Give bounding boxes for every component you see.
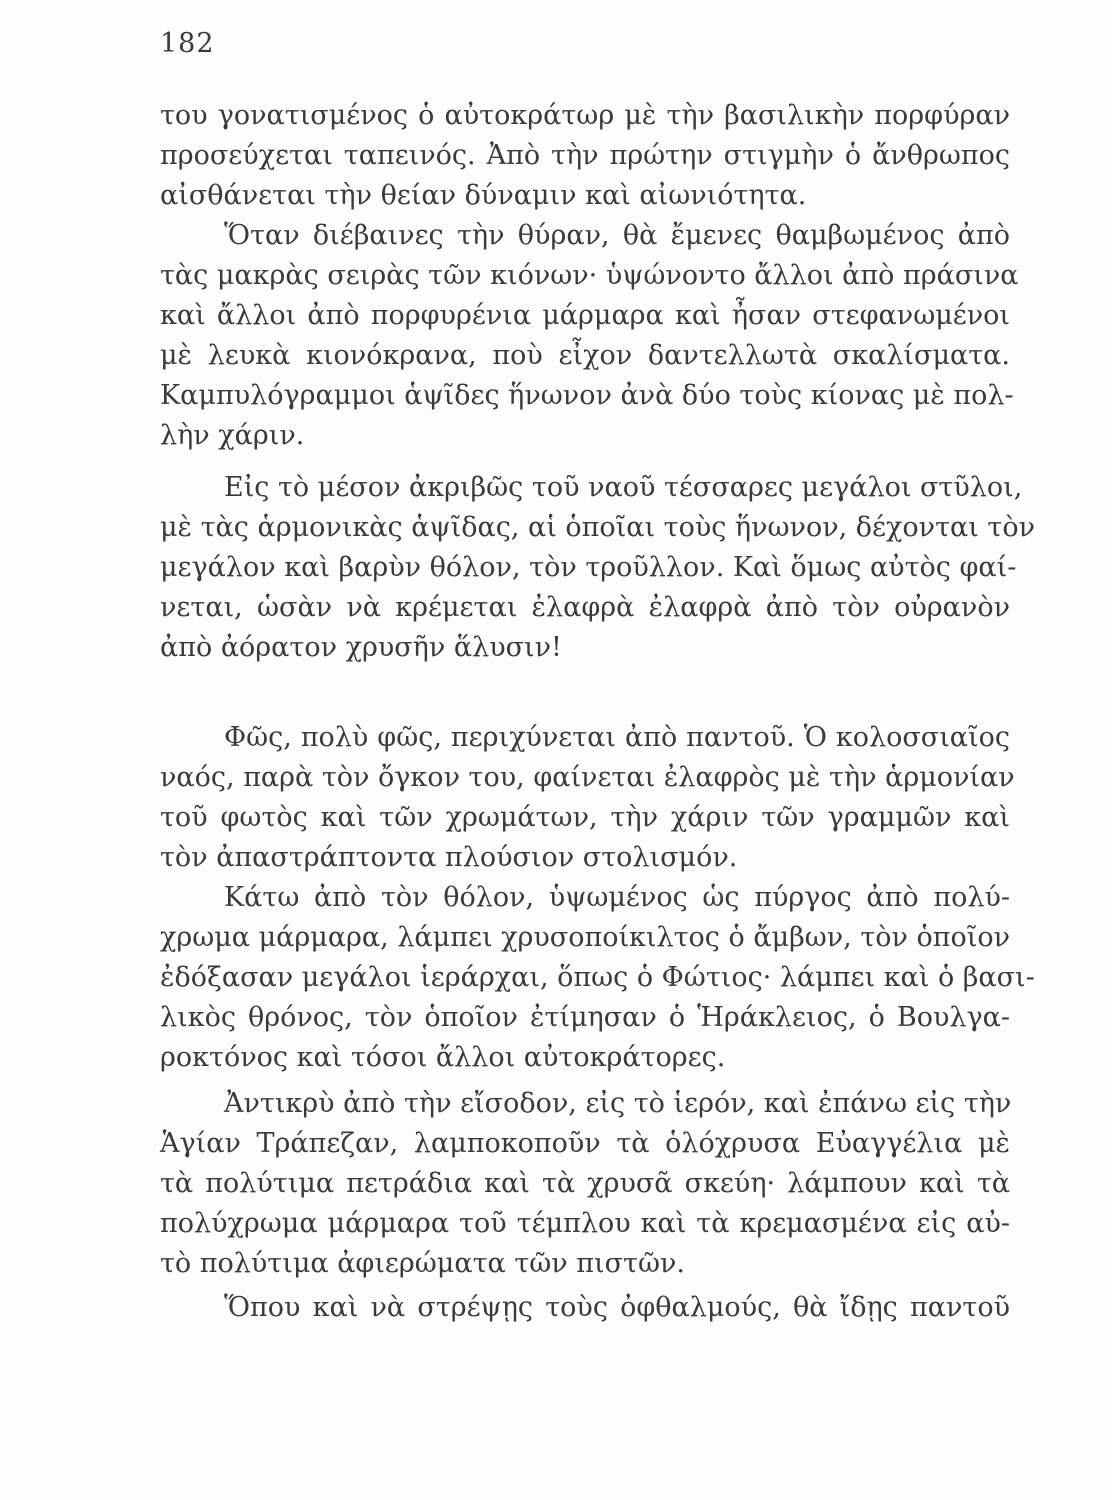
text-line: Ὅπου καὶ νὰ στρέψῃς τοὺς ὀφθαλμούς, θὰ ἴδῃς παντοῦ: [224, 1292, 1010, 1323]
text-line: τὰς μακρὰς σειρὰς τῶν κιόνων· ὑψώνοντο ἄλλοι ἀπὸ πράσινα: [160, 260, 1019, 291]
page-number: 182: [160, 28, 215, 59]
text-line: λικὸς θρόνος, τὸν ὁποῖον ἐτίμησαν ὁ Ἡράκλειος, ὁ Βουλγα-: [160, 1002, 1010, 1033]
text-line: Κάτω ἀπὸ τὸν θόλον, ὑψωμένος ὡς πύργος ἀπὸ πολύ-: [224, 882, 1010, 913]
text-line: αἰσθάνεται τὴν θείαν δύναμιν καὶ αἰωνιότητα.: [160, 180, 807, 211]
text-line: Ἀντικρὺ ἀπὸ τὴν εἴσοδον, εἰς τὸ ἱερόν, καὶ ἐπάνω εἰς τὴν: [224, 1088, 1012, 1119]
text-line: του γονατισμένος ὁ αὐτοκράτωρ μὲ τὴν βασιλικὴν πορφύραν: [160, 100, 1010, 131]
text-line: Καμπυλόγραμμοι ἁψῖδες ἥνωνον ἀνὰ δύο τοὺς κίονας μὲ πολ-: [160, 380, 1014, 411]
text-line: ναός, παρὰ τὸν ὄγκον του, φαίνεται ἐλαφρὸς μὲ τὴν ἁρμονίαν: [160, 762, 1015, 793]
text-line: καὶ ἄλλοι ἀπὸ πορφυρένια μάρμαρα καὶ ἦσαν στεφανωμένοι: [160, 300, 1010, 331]
text-line: τὸ πολύτιμα ἀφιερώματα τῶν πιστῶν.: [160, 1248, 685, 1279]
text-line: Ὅταν διέβαινες τὴν θύραν, θὰ ἔμενες θαμβωμένος ἀπὸ: [224, 220, 1010, 251]
text-line: μὲ λευκὰ κιονόκρανα, ποὺ εἶχον δαντελλωτὰ σκαλίσματα.: [160, 340, 1010, 371]
text-line: λὴν χάριν.: [160, 420, 305, 451]
text-line: Ἁγίαν Τράπεζαν, λαμποκοποῦν τὰ ὁλόχρυσα Εὐαγγέλια μὲ: [160, 1128, 1010, 1159]
text-line: ροκτόνος καὶ τόσοι ἄλλοι αὐτοκράτορες.: [160, 1042, 726, 1073]
text-line: ἀπὸ ἀόρατον χρυσῆν ἅλυσιν!: [160, 632, 562, 663]
text-line: μὲ τὰς ἁρμονικὰς ἁψῖδας, αἱ ὁποῖαι τοὺς ἥνωνον, δέχονται τὸν: [160, 512, 1036, 543]
text-line: χρωμα μάρμαρα, λάμπει χρυσοποίκιλτος ὁ ἄμβων, τὸν ὁποῖον: [160, 922, 1011, 953]
text-line: τὸν ἀπαστράπτοντα πλούσιον στολισμόν.: [160, 842, 738, 873]
text-line: Εἰς τὸ μέσον ἀκριβῶς τοῦ ναοῦ τέσσαρες μεγάλοι στῦλοι,: [224, 472, 1023, 503]
text-line: τὰ πολύτιμα πετράδια καὶ τὰ χρυσᾶ σκεύη· λάμπουν καὶ τὰ: [160, 1168, 1010, 1199]
text-line: νεται, ὡσὰν νὰ κρέμεται ἐλαφρὰ ἐλαφρὰ ἀπὸ τὸν οὐρανὸν: [160, 592, 1010, 623]
text-line: ἐδόξασαν μεγάλοι ἱεράρχαι, ὅπως ὁ Φώτιος· λάμπει καὶ ὁ βασι-: [160, 962, 1035, 993]
text-line: προσεύχεται ταπεινός. Ἀπὸ τὴν πρώτην στιγμὴν ὁ ἄνθρωπος: [160, 140, 1010, 171]
text-line: πολύχρωμα μάρμαρα τοῦ τέμπλου καὶ τὰ κρεμασμένα εἰς αὐ-: [160, 1208, 1010, 1239]
text-line: Φῶς, πολὺ φῶς, περιχύνεται ἀπὸ παντοῦ. Ὁ κολοσσιαῖος: [224, 722, 1010, 753]
text-line: τοῦ φωτὸς καὶ τῶν χρωμάτων, τὴν χάριν τῶν γραμμῶν καὶ: [160, 802, 1010, 833]
text-line: μεγάλον καὶ βαρὺν θόλον, τὸν τροῦλλον. Καὶ ὅμως αὐτὸς φαί-: [160, 552, 1017, 583]
